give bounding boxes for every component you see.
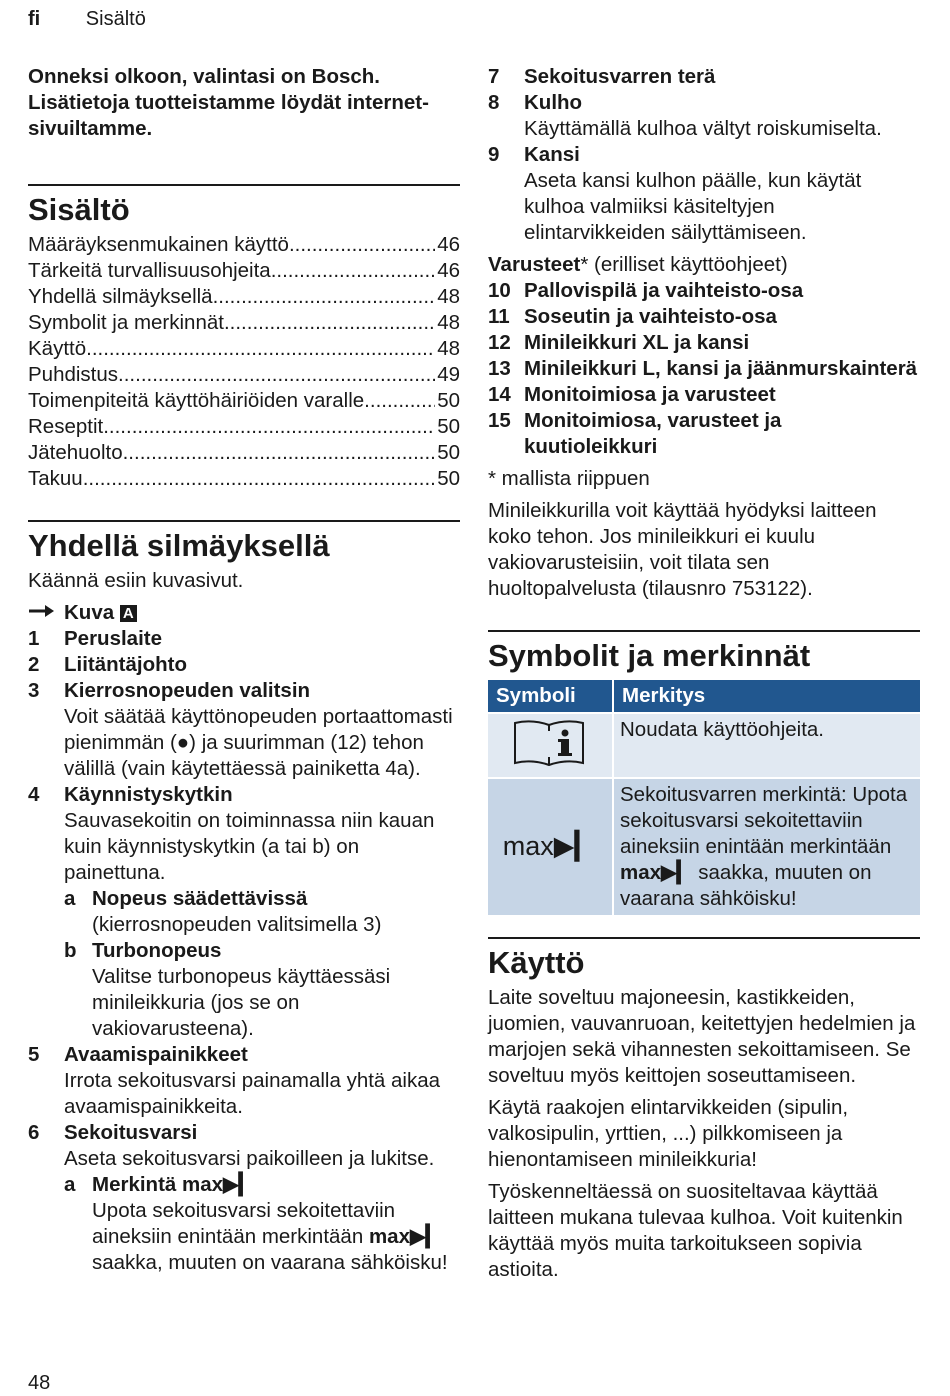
intro-text: Onneksi olkoon, valintasi on Bosch. Lisätietoja tuotteistamme löydät internet-sivuiltamme.	[28, 65, 429, 140]
toc-entry-label: Takuu	[28, 467, 83, 490]
item-description: Sauvasekoitin on toiminnassa niin kauan kuin käynnistyskytkin (a tai b) on painettuna.	[64, 809, 435, 884]
toc-entry[interactable]	[28, 336, 460, 362]
leader-dots	[224, 310, 435, 336]
leader-dots	[118, 362, 435, 388]
toc-entry-page: 48	[437, 285, 460, 308]
meaning-cell: Sekoitusvarren merkintä: Upota sekoitusvarsi sekoitettaviin aineksiin enintään merkintään max▶▎ saakka, muuten on vaarana sähköisku!	[614, 779, 920, 915]
toc-entry[interactable]	[28, 466, 460, 492]
accessory-item: 15 Monitoimiosa, varusteet ja kuutioleikkuri	[488, 409, 782, 458]
leader-dots	[103, 414, 435, 440]
toc-entry[interactable]	[28, 310, 460, 336]
table-row	[488, 779, 920, 915]
toc-entry-label: Yhdellä silmäyksellä	[28, 285, 213, 308]
section-name: Sisältö	[85, 8, 146, 30]
accessories-list	[488, 278, 920, 460]
left-column	[28, 64, 460, 1276]
leader-dots	[86, 336, 435, 362]
sub-item: b Turbonopeus Valitse turbonopeus käyttäessäsi minileikkuria (jos se on vakiovarusteena).	[64, 939, 391, 1040]
toc-entry[interactable]	[28, 388, 460, 414]
meaning-cell: Noudata käyttöohjeita.	[614, 714, 920, 777]
leader-dots	[289, 232, 435, 258]
figure-label: Kuva	[64, 601, 115, 624]
toc-entry-page: 50	[437, 389, 460, 412]
list-item: 6 Sekoitusvarsi Aseta sekoitusvarsi paikoilleen ja lukitse. a Merkintä max▶▎ Upota sekoitusvarsi sekoitettaviin aineksiin enintään merkintään max▶▎ saakka, muuten on vaarana sähköisku!	[28, 1120, 460, 1276]
symbols-title: Symbolit ja merkinnät	[488, 630, 920, 674]
usage-paragraph: Laite soveltuu majoneesin, kastikkeiden, juomien, vauvanruoan, keitettyjen hedelmien ja marjojen sekä vihannesten sekoittamiseen. Se soveltuu myös keittojen soseuttamiseen.	[488, 986, 916, 1087]
toc-entry-label: Käyttö	[28, 337, 87, 360]
item-description: Voit säätää käyttönopeuden portaattomasti pienimmän (●) ja suurimman (12) tehon välillä (vain käytettäessä painiketta 4a).	[64, 705, 453, 780]
column-header-symbol: Symboli	[488, 680, 612, 712]
max-mark-icon: max▶▎	[502, 830, 596, 861]
toc-entry[interactable]	[28, 284, 460, 310]
column-header-meaning: Merkitys	[614, 680, 920, 712]
accessory-item: 11 Soseutin ja vaihteisto-osa	[488, 305, 777, 328]
max-mark-icon: max▶▎	[368, 1225, 442, 1248]
arrow-right-icon	[28, 600, 64, 626]
toc-entry[interactable]	[28, 414, 460, 440]
overview-subtitle: Käännä esiin kuvasivut.	[28, 569, 244, 592]
toc-entry-label: Puhdistus	[28, 363, 119, 386]
toc-entry[interactable]	[28, 232, 460, 258]
toc-entry-page: 49	[437, 363, 460, 386]
toc-entry-page: 50	[437, 467, 460, 490]
list-item: 3 Kierrosnopeuden valitsin Voit säätää käyttönopeuden portaattomasti pienimmän (●) ja suurimman (12) tehon välillä (vain käytettäessä painiketta 4a).	[28, 678, 460, 782]
page-number: 48	[28, 1372, 51, 1394]
usage-paragraph: Käytä raakojen elintarvikkeiden (sipulin, valkosipulin, yrttien, ...) pilkkomiseen ja hienontamiseen minileikkuria!	[488, 1096, 849, 1171]
toc-title: Sisältö	[28, 184, 460, 228]
overview-title: Yhdellä silmäyksellä	[28, 520, 460, 564]
list-item: 1 Peruslaite	[28, 627, 162, 650]
toc-entry[interactable]	[28, 362, 460, 388]
toc-entry-page: 46	[437, 259, 460, 282]
toc-entry-label: Tärkeitä turvallisuusohjeita	[28, 259, 271, 282]
toc-entry-label: Symbolit ja merkinnät	[28, 311, 224, 334]
toc-entry[interactable]	[28, 440, 460, 466]
leader-dots	[271, 258, 435, 284]
right-column	[488, 64, 920, 1283]
accessory-item: 13 Minileikkuri L, kansi ja jäänmurskainterä	[488, 357, 918, 380]
toc-list	[28, 232, 460, 492]
usage-paragraph: Työskenneltäessä on suositeltavaa käyttää laitteen mukana tulevaa kulhoa. Voit kuitenkin käyttää myös muita tarkoitukseen sopivia astioita.	[488, 1180, 903, 1281]
table-row	[488, 714, 920, 777]
toc-entry-label: Reseptit	[28, 415, 104, 438]
toc-entry-page: 50	[437, 415, 460, 438]
manual-info-icon	[512, 749, 586, 772]
accessory-item: 10 Pallovispilä ja vaihteisto-osa	[488, 279, 804, 302]
toc-entry-label: Toimenpiteitä käyttöhäiriöiden varalle	[28, 389, 365, 412]
toc-entry-page: 48	[437, 311, 460, 334]
footnote: * mallista riippuen	[488, 467, 650, 490]
list-item: 5 Avaamispainikkeet Irrota sekoitusvarsi painamalla yhtä aikaa avaamispainikkeita.	[28, 1043, 441, 1118]
list-item: 7 Sekoitusvarren terä	[488, 65, 716, 88]
leader-dots	[364, 388, 435, 414]
accessory-item: 14 Monitoimiosa ja varusteet	[488, 383, 776, 406]
toc-entry-label: Jätehuolto	[28, 441, 123, 464]
accessory-item: 12 Minileikkuri XL ja kansi	[488, 331, 750, 354]
toc-entry[interactable]	[28, 258, 460, 284]
figure-letter-badge: A	[120, 605, 137, 622]
max-mark-icon: max▶▎	[620, 861, 693, 884]
page-header	[28, 6, 146, 32]
language-tag: fi	[28, 8, 41, 30]
leader-dots	[83, 466, 435, 492]
accessories-heading: Varusteet* (erilliset käyttöohjeet)	[488, 253, 788, 276]
symbols-table	[486, 678, 922, 917]
toc-entry-label: Määräyksenmukainen käyttö	[28, 233, 289, 256]
list-item: 8 Kulho Käyttämällä kulhoa vältyt roiskumiselta.	[488, 91, 882, 140]
leader-dots	[123, 440, 436, 466]
list-item: 9 Kansi Aseta kansi kulhon päälle, kun käytät kulhoa valmiiksi käsiteltyjen elintarvikkeiden säilyttämiseen.	[488, 143, 862, 244]
list-item: 4 Käynnistyskytkin Sauvasekoitin on toiminnassa niin kauan kuin käynnistyskytkin (a tai b) on painettuna. a Nopeus säädettävissä (kierrosnopeuden valitsimella 3) b Turbonopeus Valitse turbonopeus käyttäessäsi minileikkuria (jos se on vakiovarusteena).	[28, 782, 460, 1042]
sub-item: a Nopeus säädettävissä (kierrosnopeuden valitsimella 3)	[64, 887, 382, 936]
mini-chopper-text: Minileikkurilla voit käyttää hyödyksi laitteen koko tehon. Jos minileikkuri ei kuulu vakiovarusteisiin, voit tilata sen huoltopalvelusta (tilausnro 753122).	[488, 499, 877, 600]
leader-dots	[213, 284, 436, 310]
usage-title: Käyttö	[488, 937, 920, 981]
toc-entry-page: 46	[437, 233, 460, 256]
list-item: 2 Liitäntäjohto	[28, 653, 187, 676]
toc-entry-page: 48	[437, 337, 460, 360]
toc-entry-page: 50	[437, 441, 460, 464]
max-mark-icon: max▶▎	[182, 1173, 255, 1196]
sub-item: a Merkintä max▶▎ Upota sekoitusvarsi sekoitettaviin aineksiin enintään merkintään max▶▎ saakka, muuten on vaarana sähköisku!	[64, 1173, 448, 1274]
figure-reference	[28, 600, 460, 626]
